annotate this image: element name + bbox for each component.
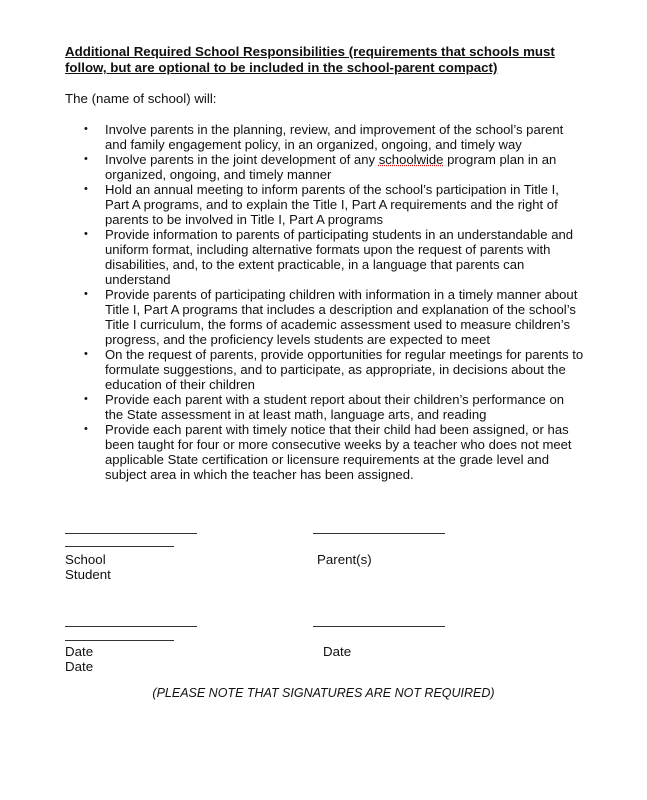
signature-note: (PLEASE NOTE THAT SIGNATURES ARE NOT REQUIRED) — [152, 686, 495, 700]
school-label: School — [65, 552, 106, 567]
school-date-label: Date — [65, 644, 94, 659]
list-item: • Provide parents of participating children with information in a timely manner about Title I, Part A programs that includes a description and explanation of the school’s Title I curriculum, the forms of academic assessment used to measure children’s progress, and the proficiency levels students are expected to meet — [84, 287, 578, 347]
student-signature-line — [65, 546, 174, 547]
bullet-icon: • — [84, 153, 88, 165]
responsibilities-list — [84, 122, 584, 482]
student-date-label: Date — [65, 659, 94, 674]
list-item: • Involve parents in the joint development of any schoolwide program plan in an organized, ongoing, and timely manner — [84, 152, 557, 182]
parent-date-label: Date — [323, 644, 352, 659]
list-item: • Hold an annual meeting to inform parents of the school’s participation in Title I, Part A programs, and to explain the Title I, Part A requirements and the right of parents to be involved in Title I, Part A programs — [84, 182, 559, 227]
bullet-icon: • — [84, 123, 88, 135]
bullet-icon: • — [84, 288, 88, 300]
school-signature-line — [65, 533, 197, 534]
list-item: • Provide each parent with timely notice that their child had been assigned, or has been taught for four or more consecutive weeks by a teacher who does not meet applicable State certification or licensure requirements at the grade level and subject area in which the teacher has been assigned. — [84, 422, 572, 482]
intro-text: The (name of school) will: — [65, 91, 217, 106]
student-date-line — [65, 640, 174, 641]
list-item: • Provide each parent with a student report about their children’s performance on the State assessment in at least math, language arts, and reading — [84, 392, 565, 422]
bullet-icon: • — [84, 423, 88, 435]
spellcheck-flagged-word: schoolwide — [378, 152, 444, 167]
bullet-icon: • — [84, 348, 88, 360]
heading-line-2: follow, but are optional to be included in the school-parent compact) — [65, 60, 498, 75]
school-date-line — [65, 626, 197, 627]
parents-label: Parent(s) — [317, 552, 372, 567]
list-item: • On the request of parents, provide opportunities for regular meetings for parents to formulate suggestions, and to participate, as appropriate, in decisions about the education of their children — [84, 347, 584, 392]
parent-signature-line — [313, 533, 445, 534]
bullet-icon: • — [84, 228, 88, 240]
bullet-icon: • — [84, 183, 88, 195]
parent-date-line — [313, 626, 445, 627]
list-item: • Involve parents in the planning, review, and improvement of the school’s parent and family engagement policy, in an organized, ongoing, and timely way — [84, 122, 564, 152]
section-heading — [65, 44, 585, 76]
bullet-icon: • — [84, 393, 88, 405]
heading-line-1: Additional Required School Responsibilities (requirements that schools must — [65, 44, 555, 59]
list-item: • Provide information to parents of participating students in an understandable and uniform format, including alternative formats upon the request of parents with disabilities, and, to the extent practicable, in a language that parents can understand — [84, 227, 574, 287]
student-label: Student — [65, 567, 111, 582]
